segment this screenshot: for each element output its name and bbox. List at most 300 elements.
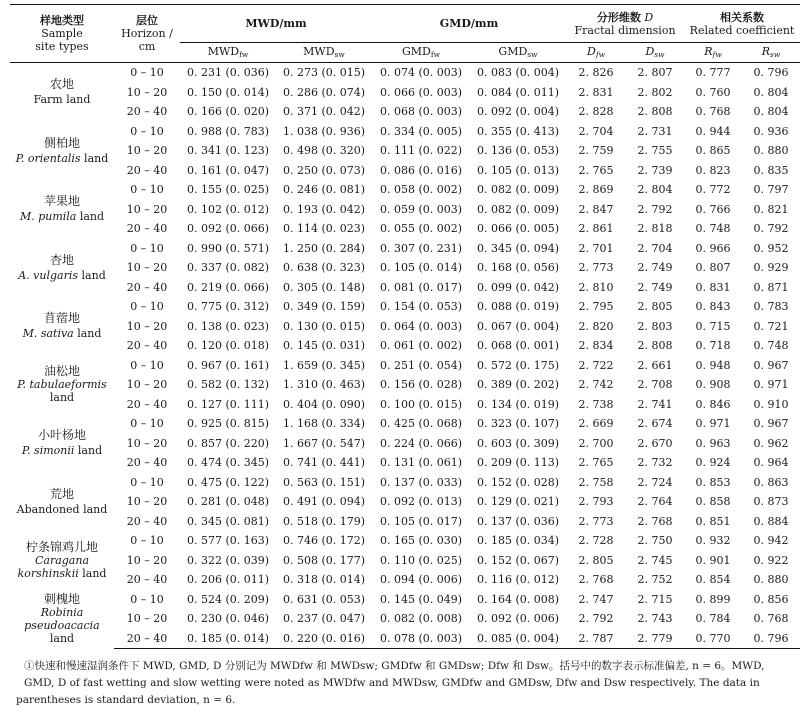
gmd-fw-cell: 0. 081 (0. 017) [379, 280, 463, 294]
site-type-zh: 杏地 [49, 252, 74, 267]
site-type-cell [10, 239, 114, 298]
r-sw-cell: 0. 962 [753, 436, 789, 450]
mwd-sw-cell: 0. 286 (0. 074) [282, 85, 366, 99]
table-row [10, 473, 800, 493]
gmd-fw-cell: 0. 111 (0. 022) [379, 144, 463, 157]
mwd-fw-cell: 0. 231 (0. 036) [186, 66, 270, 79]
horizon-cell: 20 – 40 [126, 339, 168, 352]
species-suffix: land [80, 151, 109, 165]
d-sw-cell: 2. 715 [637, 592, 673, 606]
mwd-sw-header: $MWD_{sw}$ [276, 43, 372, 63]
site-type-zh: 苜蓿地 [43, 311, 80, 326]
d-sw-cell: 2. 739 [637, 163, 673, 177]
table-row [10, 102, 800, 122]
site-type-cell [10, 590, 114, 649]
gmd-fw-cell: 0. 145 (0. 049) [379, 592, 463, 606]
mwd-fw-cell: 0. 138 (0. 023) [186, 319, 270, 333]
horizon-cell: 10 – 20 [126, 612, 168, 625]
d-sw-cell: 2. 808 [637, 105, 673, 118]
d-sw-cell: 2. 752 [637, 573, 673, 586]
species-name: Caragana korshinskii [17, 553, 90, 580]
table-row [10, 395, 800, 415]
site-type-cell [10, 297, 114, 356]
table-row [10, 141, 800, 161]
species-suffix: land [49, 391, 75, 405]
horizon-cell: 0 – 10 [130, 475, 164, 489]
mwd-sw-cell: 0. 246 (0. 081) [282, 183, 366, 196]
site-type-cell [10, 531, 114, 590]
r-fw-cell: 0. 966 [695, 241, 731, 255]
gmd-fw-cell: 0. 165 (0. 030) [379, 534, 463, 547]
d-sw-cell: 2. 764 [637, 495, 673, 508]
mwd-fw-cell: 0. 582 (0. 132) [186, 378, 270, 391]
r-fw-cell: 0. 932 [695, 534, 731, 547]
mwd-fw-cell: 0. 988 (0. 783) [186, 124, 270, 138]
mwd-sw-cell: 0. 491 (0. 094) [282, 495, 366, 508]
table-row [10, 531, 800, 551]
site-type-en [12, 378, 112, 404]
r-fw-cell: 0. 807 [695, 261, 731, 274]
site-type-cell [10, 356, 114, 415]
horizon-cell: 0 – 10 [130, 183, 164, 196]
mwd-fw-cell: 0. 219 (0. 066) [186, 280, 270, 294]
r-fw-cell: 0. 777 [695, 66, 731, 79]
r-fw-cell: 0. 784 [695, 612, 731, 625]
horizon-cell: 0 – 10 [130, 66, 164, 79]
r-sw-cell: 0. 796 [753, 66, 789, 79]
r-sw-cell: 0. 748 [753, 339, 789, 352]
horizon-cell: 10 – 20 [126, 319, 168, 333]
site-type-header: 样地类型 Sample site types [10, 5, 114, 63]
gmd-header: GMD/mm [372, 5, 566, 43]
site-type-zh: 侧柏地 [43, 135, 80, 150]
gmd-sw-cell: 0. 137 (0. 036) [476, 514, 560, 528]
mwd-sw-cell: 0. 518 (0. 179) [282, 514, 366, 528]
gmd-fw-cell: 0. 055 (0. 002) [379, 222, 463, 235]
site-type-en [10, 326, 114, 341]
site-type-zh: 柠条锦鸡儿地 [25, 539, 98, 554]
r-fw-cell: 0. 865 [695, 144, 731, 157]
table-body [10, 63, 800, 649]
mwd-fw-cell: 0. 775 (0. 312) [186, 300, 270, 313]
species-name: Robinia pseudoacacia [24, 606, 100, 632]
d-fw-cell: 2. 773 [578, 514, 614, 528]
mwd-fw-cell: 0. 925 (0. 815) [186, 417, 270, 430]
r-sw-cell: 0. 880 [753, 573, 789, 586]
species-suffix: land [74, 444, 103, 458]
gmd-sw-cell: 0. 572 (0. 175) [476, 358, 560, 372]
d-sw-cell: 2. 749 [637, 261, 673, 274]
mwd-fw-cell: 0. 341 (0. 123) [186, 144, 270, 157]
gmd-fw-cell: 0. 086 (0. 016) [379, 163, 463, 177]
d-fw-cell: 2. 742 [578, 378, 614, 391]
gmd-sw-cell: 0. 083 (0. 004) [476, 66, 560, 79]
gmd-fw-cell: 0. 094 (0. 006) [379, 573, 463, 586]
gmd-sw-cell: 0. 116 (0. 012) [476, 573, 560, 586]
r-fw-cell: 0. 944 [695, 124, 731, 138]
gmd-sw-cell: 0. 067 (0. 004) [476, 319, 560, 333]
d-sw-cell: 2. 805 [637, 300, 673, 313]
horizon-cell: 0 – 10 [130, 534, 164, 547]
horizon-cell: 20 – 40 [126, 163, 168, 177]
d-fw-cell: 2. 768 [578, 573, 614, 586]
mwd-fw-cell: 0. 281 (0. 048) [186, 495, 270, 508]
gmd-sw-cell: 0. 099 (0. 042) [476, 280, 560, 294]
r-fw-cell: 0. 766 [695, 202, 731, 216]
species-name: P. tabulaeformis [17, 378, 107, 392]
gmd-fw-header: $GMD_{fw}$ [372, 43, 470, 63]
mwd-sw-cell: 0. 193 (0. 042) [282, 202, 366, 216]
site-type-zh: 刺槐地 [43, 592, 80, 606]
d-fw-cell: 2. 834 [578, 339, 614, 352]
gmd-sw-cell: 0. 068 (0. 001) [476, 339, 560, 352]
gmd-fw-cell: 0. 064 (0. 003) [379, 319, 463, 333]
d-fw-cell: 2. 722 [578, 358, 614, 372]
gmd-fw-cell: 0. 131 (0. 061) [379, 456, 463, 469]
site-type-zh: 小叶杨地 [37, 428, 86, 443]
gmd-sw-cell: 0. 389 (0. 202) [476, 378, 560, 391]
d-sw-cell: 2. 749 [637, 280, 673, 294]
table-row [10, 83, 800, 103]
mwd-fw-header: $MWD_{fw}$ [180, 43, 276, 63]
r-fw-cell: 0. 908 [695, 378, 731, 391]
gmd-fw-cell: 0. 154 (0. 053) [379, 300, 463, 313]
mwd-sw-cell: 0. 638 (0. 323) [282, 261, 366, 274]
table-row [10, 609, 800, 629]
d-sw-cell: 2. 724 [637, 475, 673, 489]
gmd-sw-cell: 0. 066 (0. 005) [476, 222, 560, 235]
mwd-sw-cell: 0. 237 (0. 047) [282, 612, 366, 625]
horizon-cell: 10 – 20 [126, 553, 168, 567]
mwd-sw-cell: 0. 349 (0. 159) [282, 300, 366, 313]
r-sw-cell: 0. 964 [753, 456, 789, 469]
d-fw-cell: 2. 765 [578, 163, 614, 177]
d-sw-cell: 2. 750 [637, 534, 673, 547]
d-sw-cell: 2. 674 [637, 417, 673, 430]
horizon-cell: 10 – 20 [126, 202, 168, 216]
mwd-sw-cell: 0. 273 (0. 015) [282, 66, 366, 79]
gmd-sw-cell: 0. 134 (0. 019) [476, 397, 560, 411]
r-sw-cell: 0. 835 [753, 163, 789, 177]
gmd-sw-cell: 0. 345 (0. 094) [476, 241, 560, 255]
species-name: P. simonii [21, 444, 75, 458]
gmd-sw-cell: 0. 088 (0. 019) [476, 300, 560, 313]
d-sw-cell: 2. 804 [637, 183, 673, 196]
mwd-sw-cell: 0. 508 (0. 177) [282, 553, 366, 567]
gmd-sw-cell: 0. 152 (0. 067) [476, 553, 560, 567]
gmd-sw-cell: 0. 152 (0. 028) [476, 475, 560, 489]
table-row [10, 551, 800, 571]
d-sw-cell: 2. 741 [637, 397, 673, 411]
mwd-fw-cell: 0. 230 (0. 046) [186, 612, 270, 625]
table-header [10, 5, 800, 63]
mwd-fw-cell: 0. 206 (0. 011) [186, 573, 270, 586]
table-row [10, 375, 800, 395]
data-table-container [10, 4, 800, 649]
mwd-sw-cell: 0. 404 (0. 090) [282, 397, 366, 411]
d-sw-cell: 2. 704 [637, 241, 673, 255]
mwd-sw-cell: 0. 145 (0. 031) [282, 339, 366, 352]
d-fw-cell: 2. 792 [578, 612, 614, 625]
horizon-cell: 20 – 40 [126, 456, 168, 469]
table-row [10, 590, 800, 610]
mwd-sw-cell: 0. 305 (0. 148) [282, 280, 366, 294]
site-type-en [10, 209, 114, 224]
gmd-sw-cell: 0. 185 (0. 034) [476, 534, 560, 547]
table-row [10, 219, 800, 239]
gmd-sw-cell: 0. 355 (0. 413) [476, 124, 560, 138]
d-fw-cell: 2. 738 [578, 397, 614, 411]
gmd-fw-cell: 0. 251 (0. 054) [379, 358, 463, 372]
r-fw-cell: 0. 851 [695, 514, 731, 528]
r-fw-cell: 0. 843 [695, 300, 731, 313]
r-sw-cell: 0. 792 [753, 222, 789, 235]
r-sw-cell: 0. 804 [753, 85, 789, 99]
r-sw-header: $R_{sw}$ [742, 43, 800, 63]
table-row [10, 122, 800, 142]
d-sw-cell: 2. 807 [637, 66, 673, 79]
gmd-fw-cell: 0. 334 (0. 005) [379, 124, 463, 138]
gmd-fw-cell: 0. 307 (0. 231) [379, 241, 463, 255]
gmd-sw-cell: 0. 085 (0. 004) [470, 629, 566, 649]
r-sw-cell: 0. 871 [753, 280, 789, 294]
d-sw-cell: 2. 779 [626, 629, 684, 649]
gmd-sw-cell: 0. 164 (0. 008) [476, 592, 560, 606]
horizon-cell: 10 – 20 [126, 436, 168, 450]
mwd-fw-cell: 0. 524 (0. 209) [186, 592, 270, 606]
mwd-fw-cell: 0. 322 (0. 039) [186, 553, 270, 567]
r-fw-cell: 0. 971 [695, 417, 731, 430]
table-row [10, 492, 800, 512]
table-row [10, 336, 800, 356]
species-name: M. pumila [19, 210, 77, 224]
site-type-zh: 荒地 [49, 486, 74, 501]
r-sw-cell: 0. 942 [753, 534, 789, 547]
species-name: M. sativa [22, 327, 74, 341]
site-type-en [12, 554, 112, 580]
mwd-fw-cell: 0. 990 (0. 571) [186, 241, 270, 255]
horizon-cell: 10 – 20 [126, 378, 168, 391]
horizon-cell: 0 – 10 [130, 358, 164, 372]
gmd-fw-cell: 0. 224 (0. 066) [379, 436, 463, 450]
r-sw-cell: 0. 873 [753, 495, 789, 508]
gmd-sw-cell: 0. 105 (0. 013) [476, 163, 560, 177]
gmd-fw-cell: 0. 137 (0. 033) [379, 475, 463, 489]
r-fw-cell: 0. 718 [695, 339, 731, 352]
mwd-sw-cell: 0. 130 (0. 015) [282, 319, 366, 333]
mwd-sw-cell: 0. 318 (0. 014) [282, 573, 366, 586]
r-sw-cell: 0. 922 [753, 553, 789, 567]
r-sw-cell: 0. 967 [753, 358, 789, 372]
horizon-cell: 10 – 20 [126, 144, 168, 157]
horizon-cell: 20 – 40 [126, 280, 168, 294]
mwd-fw-cell: 0. 150 (0. 014) [186, 85, 270, 99]
fractal-header: 分形维数 D Fractal dimension [566, 5, 684, 43]
horizon-header: 层位 Horizon / cm [114, 5, 180, 63]
gmd-fw-cell: 0. 105 (0. 017) [379, 514, 463, 528]
r-fw-cell: 0. 748 [695, 222, 731, 235]
mwd-fw-cell: 0. 092 (0. 066) [186, 222, 270, 235]
r-fw-cell: 0. 768 [695, 105, 731, 118]
table-row [10, 200, 800, 220]
d-fw-cell: 2. 704 [578, 124, 614, 138]
mwd-header: MWD/mm [180, 5, 372, 43]
gmd-fw-cell: 0. 082 (0. 008) [379, 612, 463, 625]
gmd-fw-cell: 0. 156 (0. 028) [379, 378, 463, 391]
r-sw-cell: 0. 936 [753, 124, 789, 138]
table-row [10, 317, 800, 337]
r-fw-cell: 0. 772 [695, 183, 731, 196]
mwd-sw-cell: 0. 371 (0. 042) [282, 105, 366, 118]
species-name: P. orientalis [15, 151, 81, 165]
site-type-cell [10, 180, 114, 239]
gmd-sw-cell: 0. 082 (0. 009) [476, 202, 560, 216]
d-sw-cell: 2. 818 [637, 222, 673, 235]
mwd-sw-cell: 0. 250 (0. 073) [282, 163, 366, 177]
horizon-cell: 10 – 20 [126, 261, 168, 274]
gmd-sw-cell: 0. 092 (0. 004) [476, 105, 560, 118]
horizon-cell: 0 – 10 [130, 300, 164, 313]
site-type-en [12, 606, 112, 645]
r-fw-cell: 0. 853 [695, 475, 731, 489]
table-row [10, 63, 800, 83]
gmd-sw-cell: 0. 323 (0. 107) [476, 417, 560, 430]
mwd-sw-cell: 0. 746 (0. 172) [282, 534, 366, 547]
d-sw-cell: 2. 732 [637, 456, 673, 469]
d-fw-cell: 2. 728 [578, 534, 614, 547]
r-fw-header: $R_{fw}$ [684, 43, 742, 63]
r-sw-cell: 0. 929 [753, 261, 789, 274]
horizon-cell: 10 – 20 [126, 85, 168, 99]
species-suffix: land [49, 632, 75, 645]
r-sw-cell: 0. 910 [753, 397, 789, 411]
mwd-sw-cell: 1. 667 (0. 547) [282, 436, 366, 450]
horizon-cell: 0 – 10 [130, 592, 164, 606]
d-fw-cell: 2. 820 [578, 319, 614, 333]
d-fw-cell: 2. 759 [578, 144, 614, 157]
r-fw-cell: 0. 963 [695, 436, 731, 450]
mwd-sw-cell: 0. 741 (0. 441) [282, 456, 366, 469]
gmd-fw-cell: 0. 425 (0. 068) [379, 417, 463, 430]
table-row [10, 512, 800, 532]
horizon-cell: 20 – 40 [126, 222, 168, 235]
r-fw-cell: 0. 760 [695, 85, 731, 99]
gmd-sw-cell: 0. 136 (0. 053) [476, 144, 560, 157]
table-row [10, 278, 800, 298]
species-suffix: land [78, 566, 107, 580]
r-sw-cell: 0. 884 [753, 514, 789, 528]
d-fw-cell: 2. 773 [578, 261, 614, 274]
mwd-sw-cell: 1. 659 (0. 345) [282, 358, 366, 372]
r-fw-cell: 0. 948 [695, 358, 731, 372]
d-sw-cell: 2. 803 [637, 319, 673, 333]
mwd-sw-cell: 0. 220 (0. 016) [276, 629, 372, 649]
gmd-fw-cell: 0. 105 (0. 014) [379, 261, 463, 274]
gmd-sw-cell: 0. 092 (0. 006) [476, 612, 560, 625]
r-fw-cell: 0. 858 [695, 495, 731, 508]
horizon-cell: 0 – 10 [130, 417, 164, 430]
mwd-fw-cell: 0. 185 (0. 014) [180, 629, 276, 649]
horizon-cell: 0 – 10 [130, 241, 164, 255]
d-fw-cell: 2. 758 [578, 475, 614, 489]
site-type-en [10, 151, 114, 166]
horizon-cell: 20 – 40 [126, 105, 168, 118]
gmd-fw-cell: 0. 078 (0. 003) [372, 629, 470, 649]
d-fw-cell: 2. 847 [578, 202, 614, 216]
table-row [10, 356, 800, 376]
r-fw-cell: 0. 899 [695, 592, 731, 606]
d-sw-cell: 2. 792 [637, 202, 673, 216]
r-sw-cell: 0. 952 [753, 241, 789, 255]
d-fw-cell: 2. 869 [578, 183, 614, 196]
r-sw-cell: 0. 804 [753, 105, 789, 118]
d-fw-cell: 2. 700 [578, 436, 614, 450]
mwd-fw-cell: 0. 155 (0. 025) [186, 183, 270, 196]
r-sw-cell: 0. 967 [753, 417, 789, 430]
r-sw-cell: 0. 880 [753, 144, 789, 157]
gmd-sw-header: $GMD_{sw}$ [470, 43, 566, 63]
species-suffix: land [76, 210, 105, 224]
d-fw-cell: 2. 826 [578, 66, 614, 79]
r-fw-cell: 0. 924 [695, 456, 731, 469]
d-fw-cell: 2. 795 [578, 300, 614, 313]
r-fw-cell: 0. 770 [684, 629, 742, 649]
d-sw-cell: 2. 743 [637, 612, 673, 625]
table-row [10, 453, 800, 473]
table-row [10, 297, 800, 317]
mwd-sw-cell: 1. 168 (0. 334) [282, 417, 366, 430]
mwd-sw-cell: 1. 310 (0. 463) [282, 378, 366, 391]
d-sw-cell: 2. 731 [637, 124, 673, 138]
r-sw-cell: 0. 721 [753, 319, 789, 333]
table-row [10, 161, 800, 181]
table-row [10, 570, 800, 590]
mwd-fw-cell: 0. 967 (0. 161) [186, 358, 270, 372]
horizon-cell: 20 – 40 [114, 629, 180, 649]
site-type-cell [10, 414, 114, 473]
r-fw-cell: 0. 846 [695, 397, 731, 411]
r-fw-cell: 0. 854 [695, 573, 731, 586]
footnote-line-2: parentheses is standard deviation, n = 6. [16, 694, 236, 706]
d-fw-cell: 2. 831 [578, 85, 614, 99]
gmd-sw-cell: 0. 603 (0. 309) [476, 436, 560, 450]
site-type-cell [10, 473, 114, 532]
gmd-fw-cell: 0. 059 (0. 003) [379, 202, 463, 216]
r-sw-cell: 0. 783 [753, 300, 789, 313]
gmd-fw-cell: 0. 066 (0. 003) [379, 85, 463, 99]
footnote [16, 658, 794, 709]
gmd-sw-cell: 0. 129 (0. 021) [476, 495, 560, 508]
site-type-zh: 农地 [49, 77, 74, 92]
r-sw-cell: 0. 856 [753, 592, 789, 606]
table-row [10, 434, 800, 454]
d-sw-cell: 2. 755 [637, 144, 673, 157]
site-type-cell [10, 122, 114, 181]
r-fw-cell: 0. 901 [695, 553, 731, 567]
site-type-en: Farm land [33, 93, 91, 107]
table-row [10, 414, 800, 434]
d-fw-cell: 2. 810 [578, 280, 614, 294]
table-row [10, 629, 800, 649]
mwd-fw-cell: 0. 474 (0. 345) [186, 456, 270, 469]
mwd-sw-cell: 0. 563 (0. 151) [282, 475, 366, 489]
mwd-fw-cell: 0. 337 (0. 082) [186, 261, 270, 274]
mwd-fw-cell: 0. 161 (0. 047) [186, 163, 270, 177]
r-sw-cell: 0. 797 [753, 183, 789, 196]
r-fw-cell: 0. 831 [695, 280, 731, 294]
gmd-sw-cell: 0. 168 (0. 056) [476, 261, 560, 274]
mwd-fw-cell: 0. 475 (0. 122) [186, 475, 270, 489]
